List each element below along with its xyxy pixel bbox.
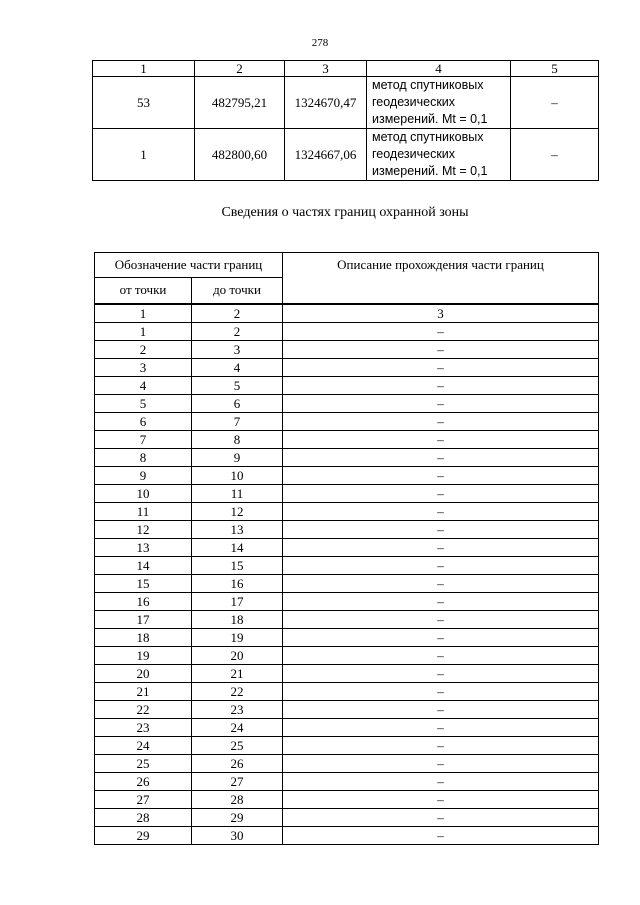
parts-header-row: [95, 253, 599, 278]
table-row: [95, 646, 599, 664]
from-point: 10: [95, 484, 192, 502]
from-point: 25: [95, 754, 192, 772]
boundary-description: –: [283, 718, 599, 736]
boundary-description: –: [283, 646, 599, 664]
to-point: 26: [192, 754, 283, 772]
boundary-description: –: [283, 376, 599, 394]
boundary-description: –: [283, 826, 599, 844]
from-point: 15: [95, 574, 192, 592]
to-point: 3: [192, 340, 283, 358]
table-row: [95, 592, 599, 610]
from-point: 19: [95, 646, 192, 664]
to-point: 27: [192, 772, 283, 790]
to-point: 2: [192, 322, 283, 340]
to-point: 5: [192, 376, 283, 394]
to-point: 23: [192, 700, 283, 718]
to-point: 4: [192, 358, 283, 376]
coordinate-y: 1324667,06: [285, 129, 367, 181]
table-row: [95, 430, 599, 448]
table-row: [95, 772, 599, 790]
column-number: 3: [283, 304, 599, 323]
to-point: 28: [192, 790, 283, 808]
from-point: 2: [95, 340, 192, 358]
from-point: 29: [95, 826, 192, 844]
table-row: [95, 628, 599, 646]
from-point: 22: [95, 700, 192, 718]
point-number: 53: [93, 77, 195, 129]
coordinate-x: 482795,21: [195, 77, 285, 129]
boundary-description: –: [283, 484, 599, 502]
boundary-description: –: [283, 592, 599, 610]
from-point: 27: [95, 790, 192, 808]
from-point: 8: [95, 448, 192, 466]
from-point: 28: [95, 808, 192, 826]
to-point: 13: [192, 520, 283, 538]
boundary-description: –: [283, 520, 599, 538]
measurement-method: метод спутниковых геодезических измерений. Mt = 0,1: [367, 77, 511, 129]
boundary-description: –: [283, 790, 599, 808]
boundary-description: –: [283, 808, 599, 826]
table-row: [95, 718, 599, 736]
numbering-row: [95, 304, 599, 323]
boundary-description: –: [283, 700, 599, 718]
to-point: 17: [192, 592, 283, 610]
point-note: –: [511, 77, 599, 129]
table-row: [95, 358, 599, 376]
from-point: 4: [95, 376, 192, 394]
from-point: 20: [95, 664, 192, 682]
table-row: [95, 340, 599, 358]
to-point: 25: [192, 736, 283, 754]
column-number: 1: [93, 61, 195, 77]
boundary-description: –: [283, 502, 599, 520]
to-point: 6: [192, 394, 283, 412]
from-point: 1: [95, 322, 192, 340]
to-point: 24: [192, 718, 283, 736]
to-point: 7: [192, 412, 283, 430]
from-point: 9: [95, 466, 192, 484]
from-point-header: от точки: [95, 278, 192, 304]
boundary-description: –: [283, 394, 599, 412]
boundary-description-header: Описание прохождения части границ: [283, 253, 599, 304]
table-row: [95, 754, 599, 772]
from-point: 3: [95, 358, 192, 376]
coordinates-header-row: [93, 61, 599, 77]
column-number: 1: [95, 304, 192, 323]
from-point: 13: [95, 538, 192, 556]
to-point: 14: [192, 538, 283, 556]
to-point: 29: [192, 808, 283, 826]
table-row: [95, 664, 599, 682]
from-point: 7: [95, 430, 192, 448]
coordinate-x: 482800,60: [195, 129, 285, 181]
to-point: 10: [192, 466, 283, 484]
from-point: 5: [95, 394, 192, 412]
to-point: 18: [192, 610, 283, 628]
coordinate-y: 1324670,47: [285, 77, 367, 129]
table-row: [95, 394, 599, 412]
boundary-description: –: [283, 682, 599, 700]
table-row: [95, 610, 599, 628]
boundary-description: –: [283, 628, 599, 646]
boundary-description: –: [283, 754, 599, 772]
column-number: 2: [192, 304, 283, 323]
to-point: 12: [192, 502, 283, 520]
to-point: 11: [192, 484, 283, 502]
to-point: 20: [192, 646, 283, 664]
boundary-description: –: [283, 664, 599, 682]
table-row: [93, 129, 599, 181]
table-row: [95, 808, 599, 826]
from-point: 16: [95, 592, 192, 610]
table-row: [95, 682, 599, 700]
from-point: 12: [95, 520, 192, 538]
boundary-description: –: [283, 538, 599, 556]
from-point: 14: [95, 556, 192, 574]
table-row: [95, 322, 599, 340]
table-row: [95, 502, 599, 520]
to-point: 22: [192, 682, 283, 700]
table-row: [95, 448, 599, 466]
boundary-part-designation-header: Обозначение части границ: [95, 253, 283, 278]
page-number: 278: [311, 37, 329, 49]
table-row: [95, 556, 599, 574]
column-number: 4: [367, 61, 511, 77]
to-point: 30: [192, 826, 283, 844]
boundary-description: –: [283, 358, 599, 376]
coordinates-table: [92, 60, 599, 181]
section-title: Сведения о частях границ охранной зоны: [221, 205, 469, 220]
from-point: 24: [95, 736, 192, 754]
table-row: [95, 376, 599, 394]
from-point: 17: [95, 610, 192, 628]
table-row: [95, 484, 599, 502]
boundary-parts-table: [94, 252, 599, 845]
to-point: 9: [192, 448, 283, 466]
boundary-description: –: [283, 466, 599, 484]
to-point: 8: [192, 430, 283, 448]
boundary-description: –: [283, 574, 599, 592]
table-row: [95, 826, 599, 844]
column-number: 2: [195, 61, 285, 77]
column-number: 3: [285, 61, 367, 77]
boundary-description: –: [283, 556, 599, 574]
boundary-description: –: [283, 430, 599, 448]
table-row: [95, 466, 599, 484]
boundary-description: –: [283, 412, 599, 430]
to-point: 21: [192, 664, 283, 682]
from-point: 6: [95, 412, 192, 430]
to-point: 16: [192, 574, 283, 592]
boundary-description: –: [283, 340, 599, 358]
table-row: [95, 520, 599, 538]
point-note: –: [511, 129, 599, 181]
to-point: 19: [192, 628, 283, 646]
from-point: 26: [95, 772, 192, 790]
point-number: 1: [93, 129, 195, 181]
table-row: [95, 574, 599, 592]
table-row: [95, 736, 599, 754]
measurement-method: метод спутниковых геодезических измерений. Mt = 0,1: [367, 129, 511, 181]
boundary-description: –: [283, 322, 599, 340]
to-point-header: до точки: [192, 278, 283, 304]
table-row: [95, 412, 599, 430]
boundary-description: –: [283, 736, 599, 754]
table-row: [95, 790, 599, 808]
column-number: 5: [511, 61, 599, 77]
boundary-description: –: [283, 610, 599, 628]
table-row: [93, 77, 599, 129]
from-point: 21: [95, 682, 192, 700]
boundary-description: –: [283, 772, 599, 790]
table-row: [95, 700, 599, 718]
from-point: 11: [95, 502, 192, 520]
table-row: [95, 538, 599, 556]
boundary-description: –: [283, 448, 599, 466]
to-point: 15: [192, 556, 283, 574]
from-point: 23: [95, 718, 192, 736]
from-point: 18: [95, 628, 192, 646]
